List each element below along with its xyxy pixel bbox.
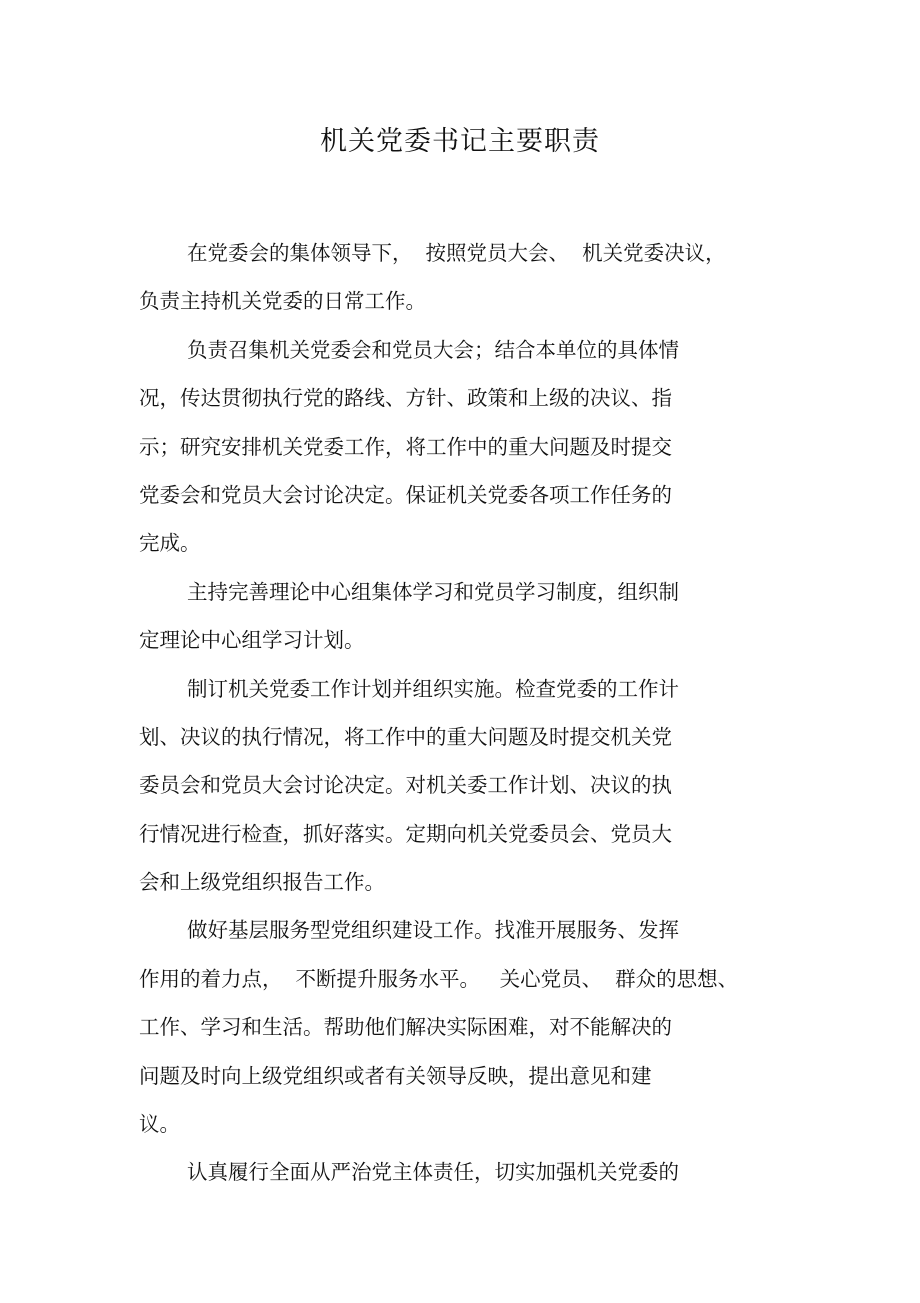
- text-line: 定理论中心组学习计划。: [139, 628, 365, 653]
- text-line: 主持完善理论中心组集体学习和党员学习制度，组织制: [187, 579, 679, 604]
- document-body: [139, 229, 799, 1197]
- text-line: 作用的着力点， 不断提升服务水平。 关心党员、 群众的思想、: [139, 966, 739, 991]
- paragraph: [139, 906, 799, 1148]
- text-line: 负责主持机关党委的日常工作。: [139, 289, 426, 314]
- text-line: 完成。: [139, 531, 201, 556]
- paragraph: [139, 568, 799, 665]
- text-line: 议。: [139, 1112, 180, 1137]
- document-title: 机关党委书记主要职责: [320, 126, 600, 157]
- text-line: 划、决议的执行情况，将工作中的重大问题及时提交机关党: [139, 724, 672, 749]
- paragraph: [139, 1148, 799, 1196]
- text-line: 在党委会的集体领导下， 按照党员大会、 机关党委决议，: [187, 241, 726, 265]
- paragraph: [139, 326, 799, 568]
- text-line: 负责召集机关党委会和党员大会；结合本单位的具体情: [187, 337, 679, 362]
- text-line: 会和上级党组织报告工作。: [139, 870, 385, 895]
- paragraph: [139, 229, 799, 326]
- text-line: 示；研究安排机关党委工作，将工作中的重大问题及时提交: [139, 434, 672, 459]
- text-line: 委员会和党员大会讨论决定。对机关委工作计划、决议的执: [139, 773, 672, 798]
- text-line: 工作、学习和生活。帮助他们解决实际困难，对不能解决的: [139, 1015, 672, 1040]
- paragraph: [139, 665, 799, 907]
- text-line: 行情况进行检查，抓好落实。定期向机关党委员会、党员大: [139, 821, 672, 846]
- text-line: 党委会和党员大会讨论决定。保证机关党委各项工作任务的: [139, 482, 672, 507]
- text-line: 问题及时向上级党组织或者有关领导反映，提出意见和建: [139, 1063, 652, 1088]
- text-line: 况，传达贯彻执行党的路线、方针、政策和上级的决议、指: [139, 386, 672, 411]
- text-line: 做好基层服务型党组织建设工作。找准开展服务、发挥: [187, 918, 679, 943]
- text-line: 制订机关党委工作计划并组织实施。检查党委的工作计: [187, 676, 679, 701]
- text-line: 认真履行全面从严治党主体责任，切实加强机关党委的: [187, 1160, 679, 1185]
